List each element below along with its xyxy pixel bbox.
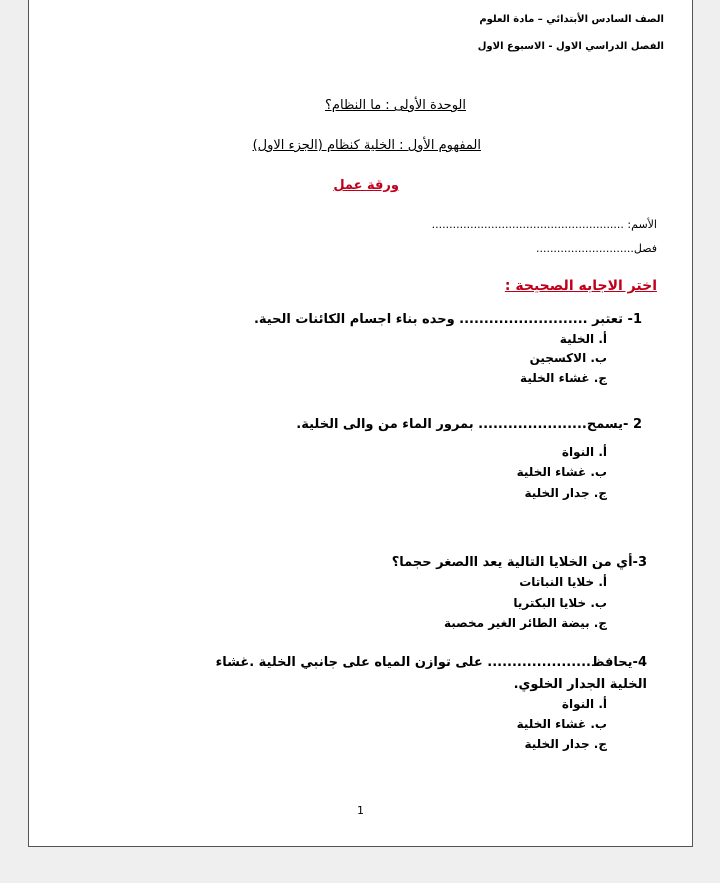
name-field: الأسم: ....................................................... [431, 218, 657, 231]
page-number: 1 [357, 804, 364, 817]
q3-option-c: ج. بيضة الطائر الغير مخصبة [443, 616, 607, 630]
q2-option-c: ج. جدار الخلية [524, 486, 607, 500]
q4-option-a: أ. النواة [561, 697, 607, 711]
worksheet-title: ورقة عمل [333, 178, 399, 193]
q2-option-a: أ. النواة [561, 445, 607, 459]
question-1: 1- تعتبر .......................... وحده بناء اجسام الكائنات الحية. [253, 312, 642, 327]
question-4-continuation: الخلية الجدار الخلوي. [513, 677, 647, 692]
unit-title: الوحدة الأولى : ما النظام؟ [325, 98, 466, 113]
question-2: 2 -يسمح...................... بمرور الماء من والى الخلية. [296, 417, 642, 432]
q4-option-c: ج. جدار الخلية [524, 737, 607, 751]
q3-option-a: أ. خلايا النباتات [519, 575, 607, 589]
q2-option-b: ب. غشاء الخلية [516, 465, 607, 479]
q1-option-c: ج. غشاء الخلية [520, 371, 607, 385]
header-term-week: الفصل الدراسي الاول - الاسبوع الاول [477, 41, 664, 52]
q1-option-b: ب. الاكسجين [529, 351, 607, 365]
header-grade-subject: الصف السادس الأبتدائي – مادة العلوم [479, 14, 664, 25]
question-3: 3-أي من الخلايا التالية يعد االصغر حجما؟ [391, 555, 647, 570]
worksheet-page [28, 0, 693, 847]
section-title: اختر الاجابه الصحيحة : [504, 278, 657, 294]
question-4: 4-يحافظ..................... على توازن المياه على جانبي الخلية .غشاء [215, 655, 647, 670]
class-field: فصل............................ [535, 242, 657, 255]
q3-option-b: ب. خلايا البكتريا [513, 596, 607, 610]
concept-title: المفهوم الأول : الخلية كنظام (الجزء الاول) [252, 138, 481, 153]
q4-option-b: ب. غشاء الخلية [516, 717, 607, 731]
q1-option-a: أ. الخلية [559, 332, 607, 346]
